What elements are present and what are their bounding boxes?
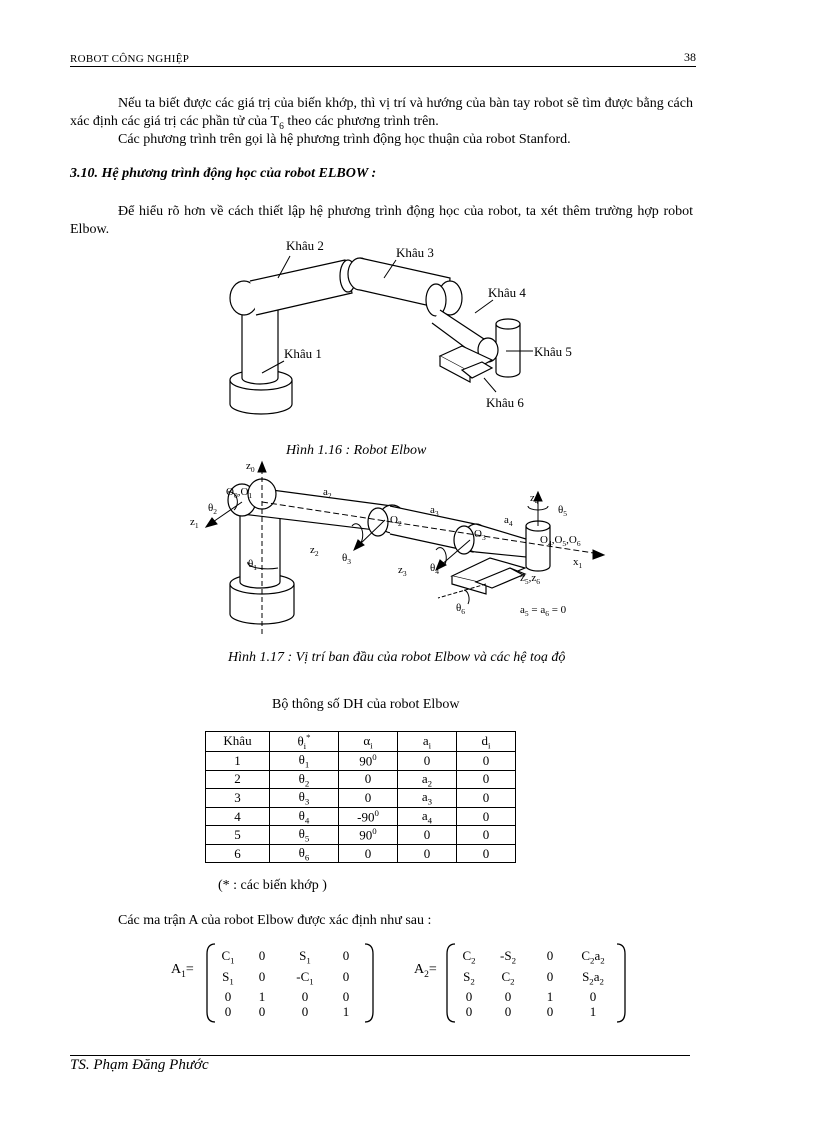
header-d: $d_i$ bbox=[457, 732, 516, 752]
table-row: 2 $\theta_2$ 0 $a_2$ 0 bbox=[206, 770, 516, 789]
label-theta4: $\theta_4$ bbox=[430, 562, 440, 577]
table-title: Bộ thông số DH của robot Elbow bbox=[272, 697, 460, 712]
matrix-a1-label: $A_1=$ bbox=[171, 962, 194, 980]
label-a4: $a_4$ bbox=[504, 514, 513, 529]
table-note: (* : các biến khớp ) bbox=[218, 878, 327, 893]
label-theta2: $\theta_2$ bbox=[208, 502, 218, 517]
label-o4-o5-o6: $O_4,O_5,O_6$ bbox=[540, 534, 581, 549]
figure-elbow-frames bbox=[180, 458, 610, 638]
label-a3: $a_3$ bbox=[430, 504, 439, 519]
page-header bbox=[70, 50, 696, 67]
label-a5-a6: $a_5 = a_6 = 0$ bbox=[520, 604, 567, 619]
label-o0-o1: $O_0,O_1$ bbox=[226, 486, 253, 501]
paragraph-2: Các phương trình trên gọi là hệ phương trình động học thuận của robot Stanford. bbox=[118, 132, 571, 147]
table-header-row bbox=[206, 732, 516, 752]
label-z4: $z_4$ bbox=[530, 492, 539, 507]
label-khau-1: Khâu 1 bbox=[284, 346, 322, 361]
label-o3: $O_3$ bbox=[474, 528, 486, 543]
label-a2: $a_2$ bbox=[323, 486, 332, 501]
label-z5-z6: $z_5,z_6$ bbox=[520, 572, 540, 587]
paragraph-1: Nếu ta biết được các giá trị của biến khớp, thì vị trí và hướng của bàn tay robot sẽ tìm được bằng cách xác định các giá trị các phần tử của $T_6$ theo các phương trình trên. bbox=[70, 96, 693, 132]
label-khau-3: Khâu 3 bbox=[396, 245, 434, 260]
header-alpha: $\alpha_i$ bbox=[339, 732, 398, 752]
table-row: 6 $\theta_6$ 0 0 0 bbox=[206, 844, 516, 863]
label-z1: $z_1$ bbox=[190, 516, 199, 531]
table-row: 1 $\theta_1$ $90^0$ 0 0 bbox=[206, 751, 516, 770]
label-o2: $O_2$ bbox=[390, 514, 402, 529]
table-row: 3 $\theta_3$ 0 $a_3$ 0 bbox=[206, 789, 516, 808]
matrix-a2-label: $A_2=$ bbox=[414, 962, 437, 980]
figure-1-caption: Hình 1.16 : Robot Elbow bbox=[286, 443, 427, 458]
label-z2: $z_2$ bbox=[310, 544, 319, 559]
label-theta6: $\theta_6$ bbox=[456, 602, 466, 617]
label-khau-2: Khâu 2 bbox=[286, 238, 324, 253]
label-khau-6: Khâu 6 bbox=[486, 395, 524, 410]
label-theta5: $\theta_5$ bbox=[558, 504, 568, 519]
robot-elbow-drawing bbox=[200, 238, 620, 438]
label-theta1: $\theta_1$ bbox=[248, 558, 258, 573]
page-number: 38 bbox=[684, 50, 696, 64]
section-heading: 3.10. Hệ phương trình động học của robot ELBOW : bbox=[70, 166, 377, 181]
header-khau: Khâu bbox=[206, 732, 270, 752]
figure-robot-elbow bbox=[200, 238, 620, 438]
figure-2-caption: Hình 1.17 : Vị trí ban đầu của robot Elbow và các hệ toạ độ bbox=[228, 650, 566, 665]
matrices-intro: Các ma trận A của robot Elbow được xác định như sau : bbox=[118, 913, 432, 928]
matrix-a2: $C_2$ $-S_2$ 0 $C_2a_2$ $S_2$ $C_2$ 0 $S_2a_2$ 0 0 1 0 0 0 0 1 bbox=[462, 948, 605, 1020]
label-z0: $z_0$ bbox=[246, 460, 255, 475]
paragraph-3: Để hiểu rõ hơn về cách thiết lập hệ phương trình động học của robot, ta xét thêm trường hợp robot Elbow. bbox=[70, 204, 693, 237]
label-khau-4: Khâu 4 bbox=[488, 285, 526, 300]
label-z3: $z_3$ bbox=[398, 564, 407, 579]
label-x1: $x_1$ bbox=[573, 556, 583, 571]
header-theta: $\theta_i^*$ bbox=[270, 732, 339, 752]
label-theta3: $\theta_3$ bbox=[342, 552, 352, 567]
table-row: 4 $\theta_4$ $-90^0$ $a_4$ 0 bbox=[206, 807, 516, 826]
header-a: $a_i$ bbox=[398, 732, 457, 752]
footer-author: TS. Phạm Đăng Phước bbox=[70, 1057, 209, 1073]
header-title: ROBOT CÔNG NGHIỆP bbox=[70, 53, 190, 65]
label-khau-5: Khâu 5 bbox=[534, 344, 572, 359]
matrix-a1: $C_1$ 0 $S_1$ 0 $S_1$ 0 $-C_1$ 0 0 1 0 0 0 0 0 1 bbox=[221, 948, 350, 1020]
footer-divider bbox=[70, 1055, 690, 1056]
table-row: 5 $\theta_5$ $90^0$ 0 0 bbox=[206, 826, 516, 845]
dh-parameter-table bbox=[205, 731, 516, 863]
dh-table bbox=[205, 731, 516, 863]
